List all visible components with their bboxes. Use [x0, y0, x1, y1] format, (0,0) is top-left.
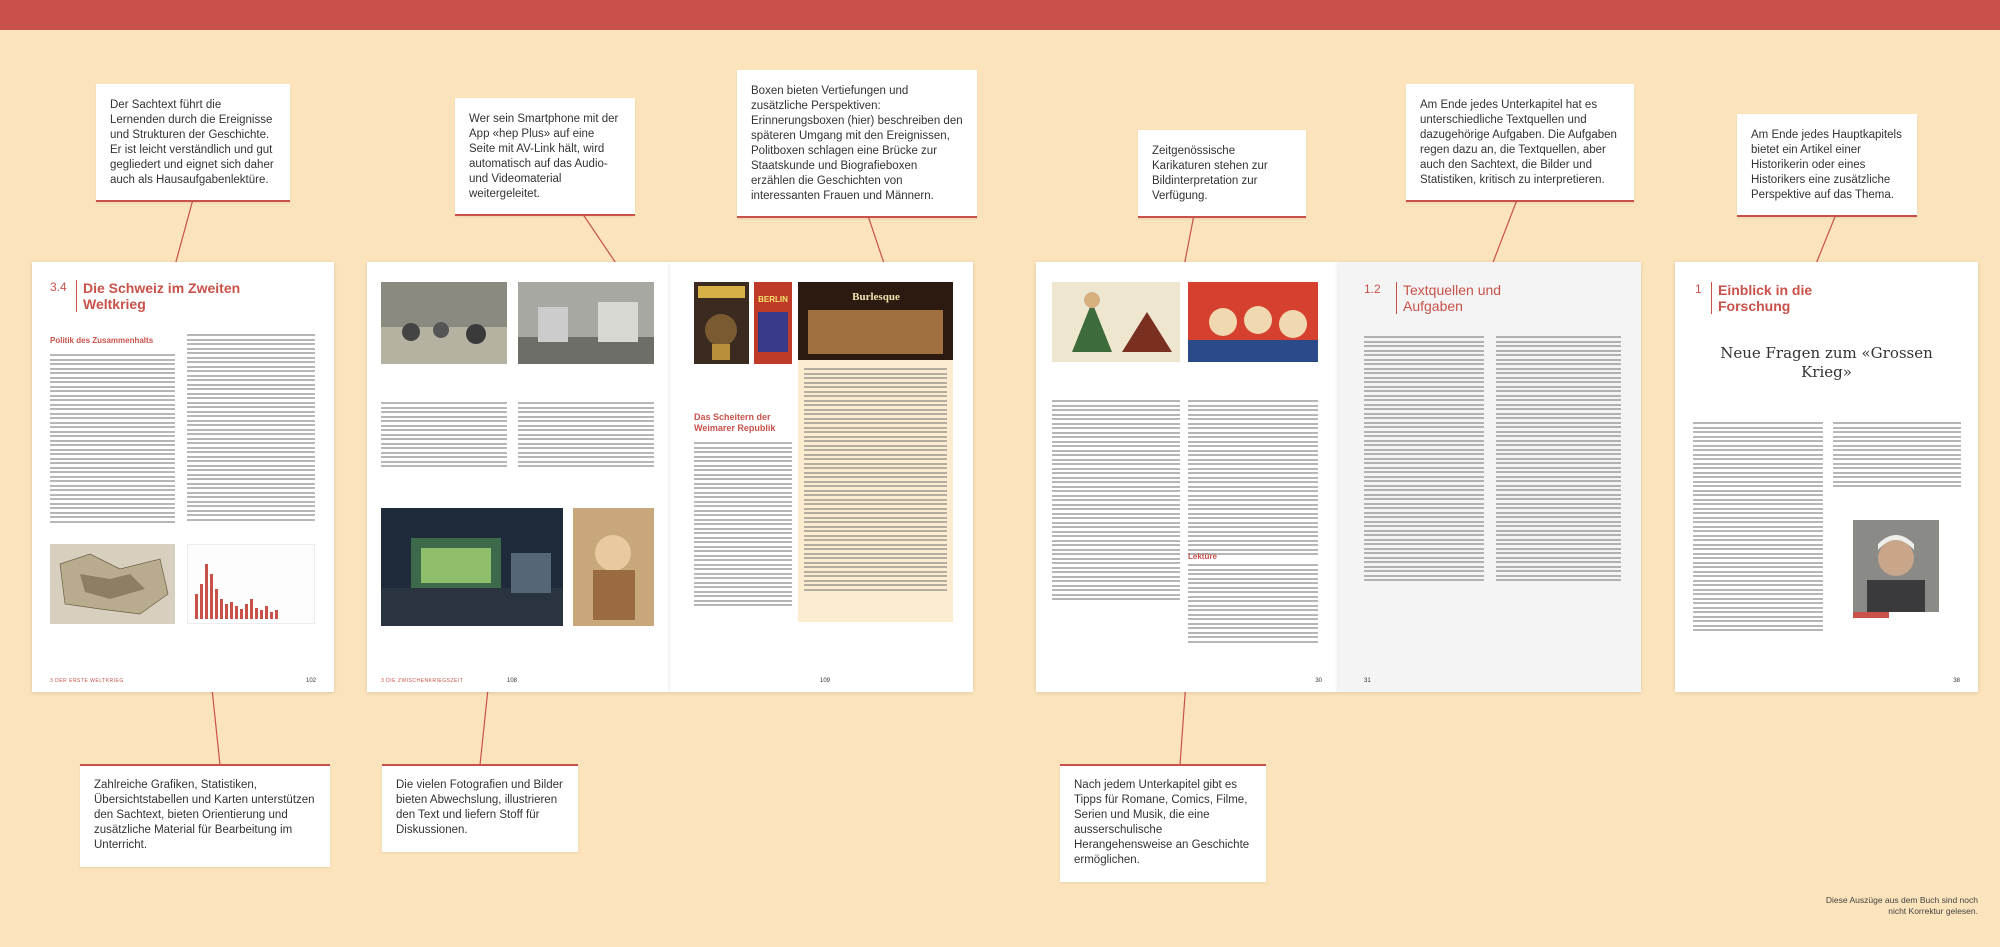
page-footer: 3 DER ERSTE WELTKRIEG [50, 678, 124, 684]
top-banner [0, 0, 2000, 30]
chapter-number: 3.4 [50, 280, 67, 294]
tasks-column [1496, 336, 1621, 584]
poster-metropolis [694, 282, 749, 364]
photo-night-building [381, 508, 563, 626]
callout-unterkapitel: Am Ende jedes Unterkapitel hat es unterschiedliche Textquellen und dazugehörige Aufgaben. Die Aufgaben regen dazu an, die Textquellen, aber auch den Sachtext, die Bilder und Statistiken, kritisch zu interpretieren. [1406, 84, 1634, 202]
tipps-heading: Lektüre [1188, 552, 1217, 561]
text-column-left [1052, 400, 1180, 603]
historian-portrait [1853, 520, 1939, 612]
section-headline: Das Scheitern der Weimarer Republik [694, 412, 776, 433]
text-column-left [50, 354, 175, 525]
text-column-left [381, 402, 507, 470]
caricature-left [1052, 282, 1180, 362]
page-number: 102 [305, 678, 316, 684]
book-page-109 [670, 262, 973, 692]
article-column-left [1693, 422, 1823, 634]
page-number: 30 [1315, 678, 1322, 684]
book-page-31 [1338, 262, 1641, 692]
poster-berlin-title: BERLIN [758, 295, 788, 304]
map-graphic [50, 544, 175, 624]
page-number: 38 [1953, 678, 1960, 684]
text-column-right [518, 402, 654, 470]
photo-gathering [381, 282, 507, 364]
chapter-title: Einblick in die Forschung [1711, 282, 1841, 314]
chapter-title: Textquellen und Aufgaben [1396, 282, 1506, 314]
box-text [804, 368, 947, 593]
article-column-right [1833, 422, 1961, 490]
statistics-chart-graphic [187, 544, 315, 624]
book-page-schweiz-weltkrieg [32, 262, 334, 692]
text-column-right [1188, 400, 1318, 558]
book-page-30 [1036, 262, 1338, 692]
callout-hauptkapitel: Am Ende jedes Hauptkapitels bietet ein Artikel einer Historikerin oder eines Historikers eine zusätzliche Perspektive auf das Thema. [1737, 114, 1917, 217]
poster-berlin [754, 282, 792, 364]
photo-street [518, 282, 654, 364]
caricature-right [1188, 282, 1318, 362]
erinnerungsbox [798, 282, 953, 622]
callout-karikaturen: Zeitgenössische Karikaturen stehen zur Bildinterpretation zur Verfügung. [1138, 130, 1306, 218]
disclaimer-text: Diese Auszüge aus dem Buch sind noch nicht Korrektur gelesen. [1825, 895, 1978, 916]
photo-painting [573, 508, 654, 626]
callout-grafiken: Zahlreiche Grafiken, Statistiken, Übersichtstabellen und Karten unterstützen den Sachtext, bieten Orientierung und zusätzliche Material für Bearbeitung im Unterricht. [80, 764, 330, 867]
text-column [694, 442, 792, 609]
page-number: 108 [507, 678, 518, 684]
page-footer: 3 DIE ZWISCHENKRIEGSZEIT [381, 678, 464, 684]
callout-tipps: Nach jedem Unterkapitel gibt es Tipps für Romane, Comics, Filme, Serien und Musik, die eine ausserschulische Herangehensweise an Geschichte ermöglichen. [1060, 764, 1266, 882]
callout-sachtext: Der Sachtext führt die Lernenden durch die Ereignisse und Strukturen der Geschichte. Er ist leicht verständlich und gut gegliedert und eignet sich daher auch als Hausaufgabenlektüre. [96, 84, 290, 202]
sources-column [1364, 336, 1484, 584]
callout-fotografien: Die vielen Fotografien und Bilder bieten Abwechslung, illustrieren den Text und liefern Stoff für Diskussionen. [382, 764, 578, 852]
book-page-einblick [1675, 262, 1978, 692]
callout-smartphone: Wer sein Smartphone mit der App «hep Plus» auf eine Seite mit AV-Link hält, wird automatisch auf das Audio- und Videomaterial weitergeleitet. [455, 98, 635, 216]
poster-burlesque [798, 282, 953, 360]
callout-boxen: Boxen bieten Vertiefungen und zusätzliche Perspektiven: Erinnerungsboxen (hier) beschreiben den späteren Umgang mit den Ereignissen, Politboxen schlagen eine Brücke zur Staatskunde und Biografieboxen erzählen die Geschichten von interessanten Frauen und Männern. [737, 70, 977, 218]
chapter-number: 1.2 [1364, 282, 1381, 296]
section-heading: Politik des Zusammenhalts [50, 336, 154, 345]
chapter-number: 1 [1695, 282, 1702, 296]
book-page-108 [367, 262, 670, 692]
chapter-title: Die Schweiz im Zweiten Weltkrieg [76, 280, 256, 312]
page-number: 109 [820, 678, 831, 684]
text-column-right [187, 334, 315, 523]
tipps-list [1188, 564, 1318, 645]
portrait-label-bar [1853, 612, 1889, 618]
page-number: 31 [1364, 678, 1371, 684]
article-title: Neue Fragen zum «Grossen Krieg» [1720, 344, 1933, 381]
burlesque-title: Burlesque [852, 291, 900, 303]
